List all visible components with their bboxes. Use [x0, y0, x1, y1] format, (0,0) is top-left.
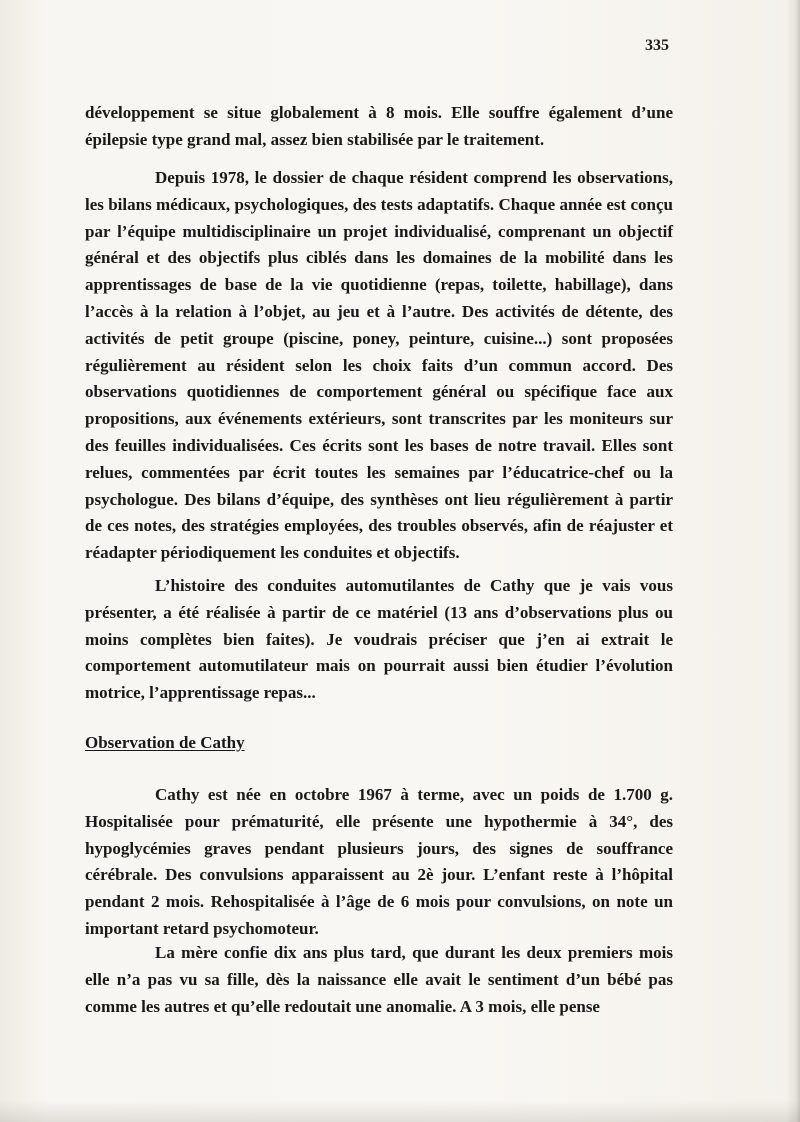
paragraph-text: L’histoire des conduites automutilantes de Cathy que je vais vous présenter, a été réalisée à partir de ce matériel (13 ans d’observations plus ou moins complètes bien faites). Je voudrais préciser que j’en ai extrait le comportement automutilateur mais on pourrait aussi bien étudier l’évolution motrice, l’apprentissage repas...: [85, 576, 673, 703]
paragraph-naissance: [85, 782, 673, 943]
paragraph-dossier: [85, 165, 673, 567]
paragraph-mere: [85, 940, 673, 1020]
paragraph-histoire: [85, 573, 673, 707]
paragraph-text: développement se situe globalement à 8 mois. Elle souffre également d’une épilepsie type grand mal, assez bien stabilisée par le traitement.: [85, 103, 673, 149]
section-heading: Observation de Cathy: [85, 733, 245, 752]
paragraph-text: Cathy est née en octobre 1967 à terme, avec un poids de 1.700 g. Hospitalisée pour prématurité, elle présente une hypothermie à 34°, des hypoglycémies graves pendant plusieurs jours, des signes de souffrance cérébrale. Des convulsions apparaissent au 2è jour. L’enfant reste à l’hôpital pendant 2 mois. Rehospitalisée à l’âge de 6 mois pour convulsions, on note un important retard psychomoteur.: [85, 785, 673, 938]
page-bottom-shadow: [0, 1100, 800, 1122]
paragraph-epilepsy: [85, 100, 673, 154]
paragraph-text: Depuis 1978, le dossier de chaque résident comprend les observations, les bilans médicaux, psychologiques, des tests adaptatifs. Chaque année est conçu par l’équipe multidisciplinaire un projet individualisé, comprenant un objectif général et des objectifs plus ciblés dans les domaines de la mobilité dans les apprentissages de base de la vie quotidienne (repas, toilette, habillage), dans l’accès à la relation à l’objet, au jeu et à l’autre. Des activités de détente, des activités de petit groupe (piscine, poney, peinture, cuisine...) sont proposées régulièrement au résident selon les choix faits d’un commun accord. Des observations quotidiennes de comportement général ou spécifique face aux propositions, aux événements extérieurs, sont transcrites par les moniteurs sur des feuilles individualisées. Ces écrits sont les bases de notre travail. Elles sont relues, commentées par écrit toutes les semaines par l’éducatrice-chef ou la psychologue. Des bilans d’équipe, des synthèses ont lieu régulièrement à partir de ces notes, des stratégies employées, des troubles observés, afin de réajuster et réadapter périodiquement les conduites et objectifs.: [85, 168, 673, 563]
page-edge-shadow: [786, 0, 800, 1122]
paragraph-text: La mère confie dix ans plus tard, que durant les deux premiers mois elle n’a pas vu sa fille, dès la naissance elle avait le sentiment d’un bébé pas comme les autres et qu’elle redoutait une anomalie. A 3 mois, elle pense: [85, 943, 673, 1016]
page-number: 335: [645, 37, 669, 54]
